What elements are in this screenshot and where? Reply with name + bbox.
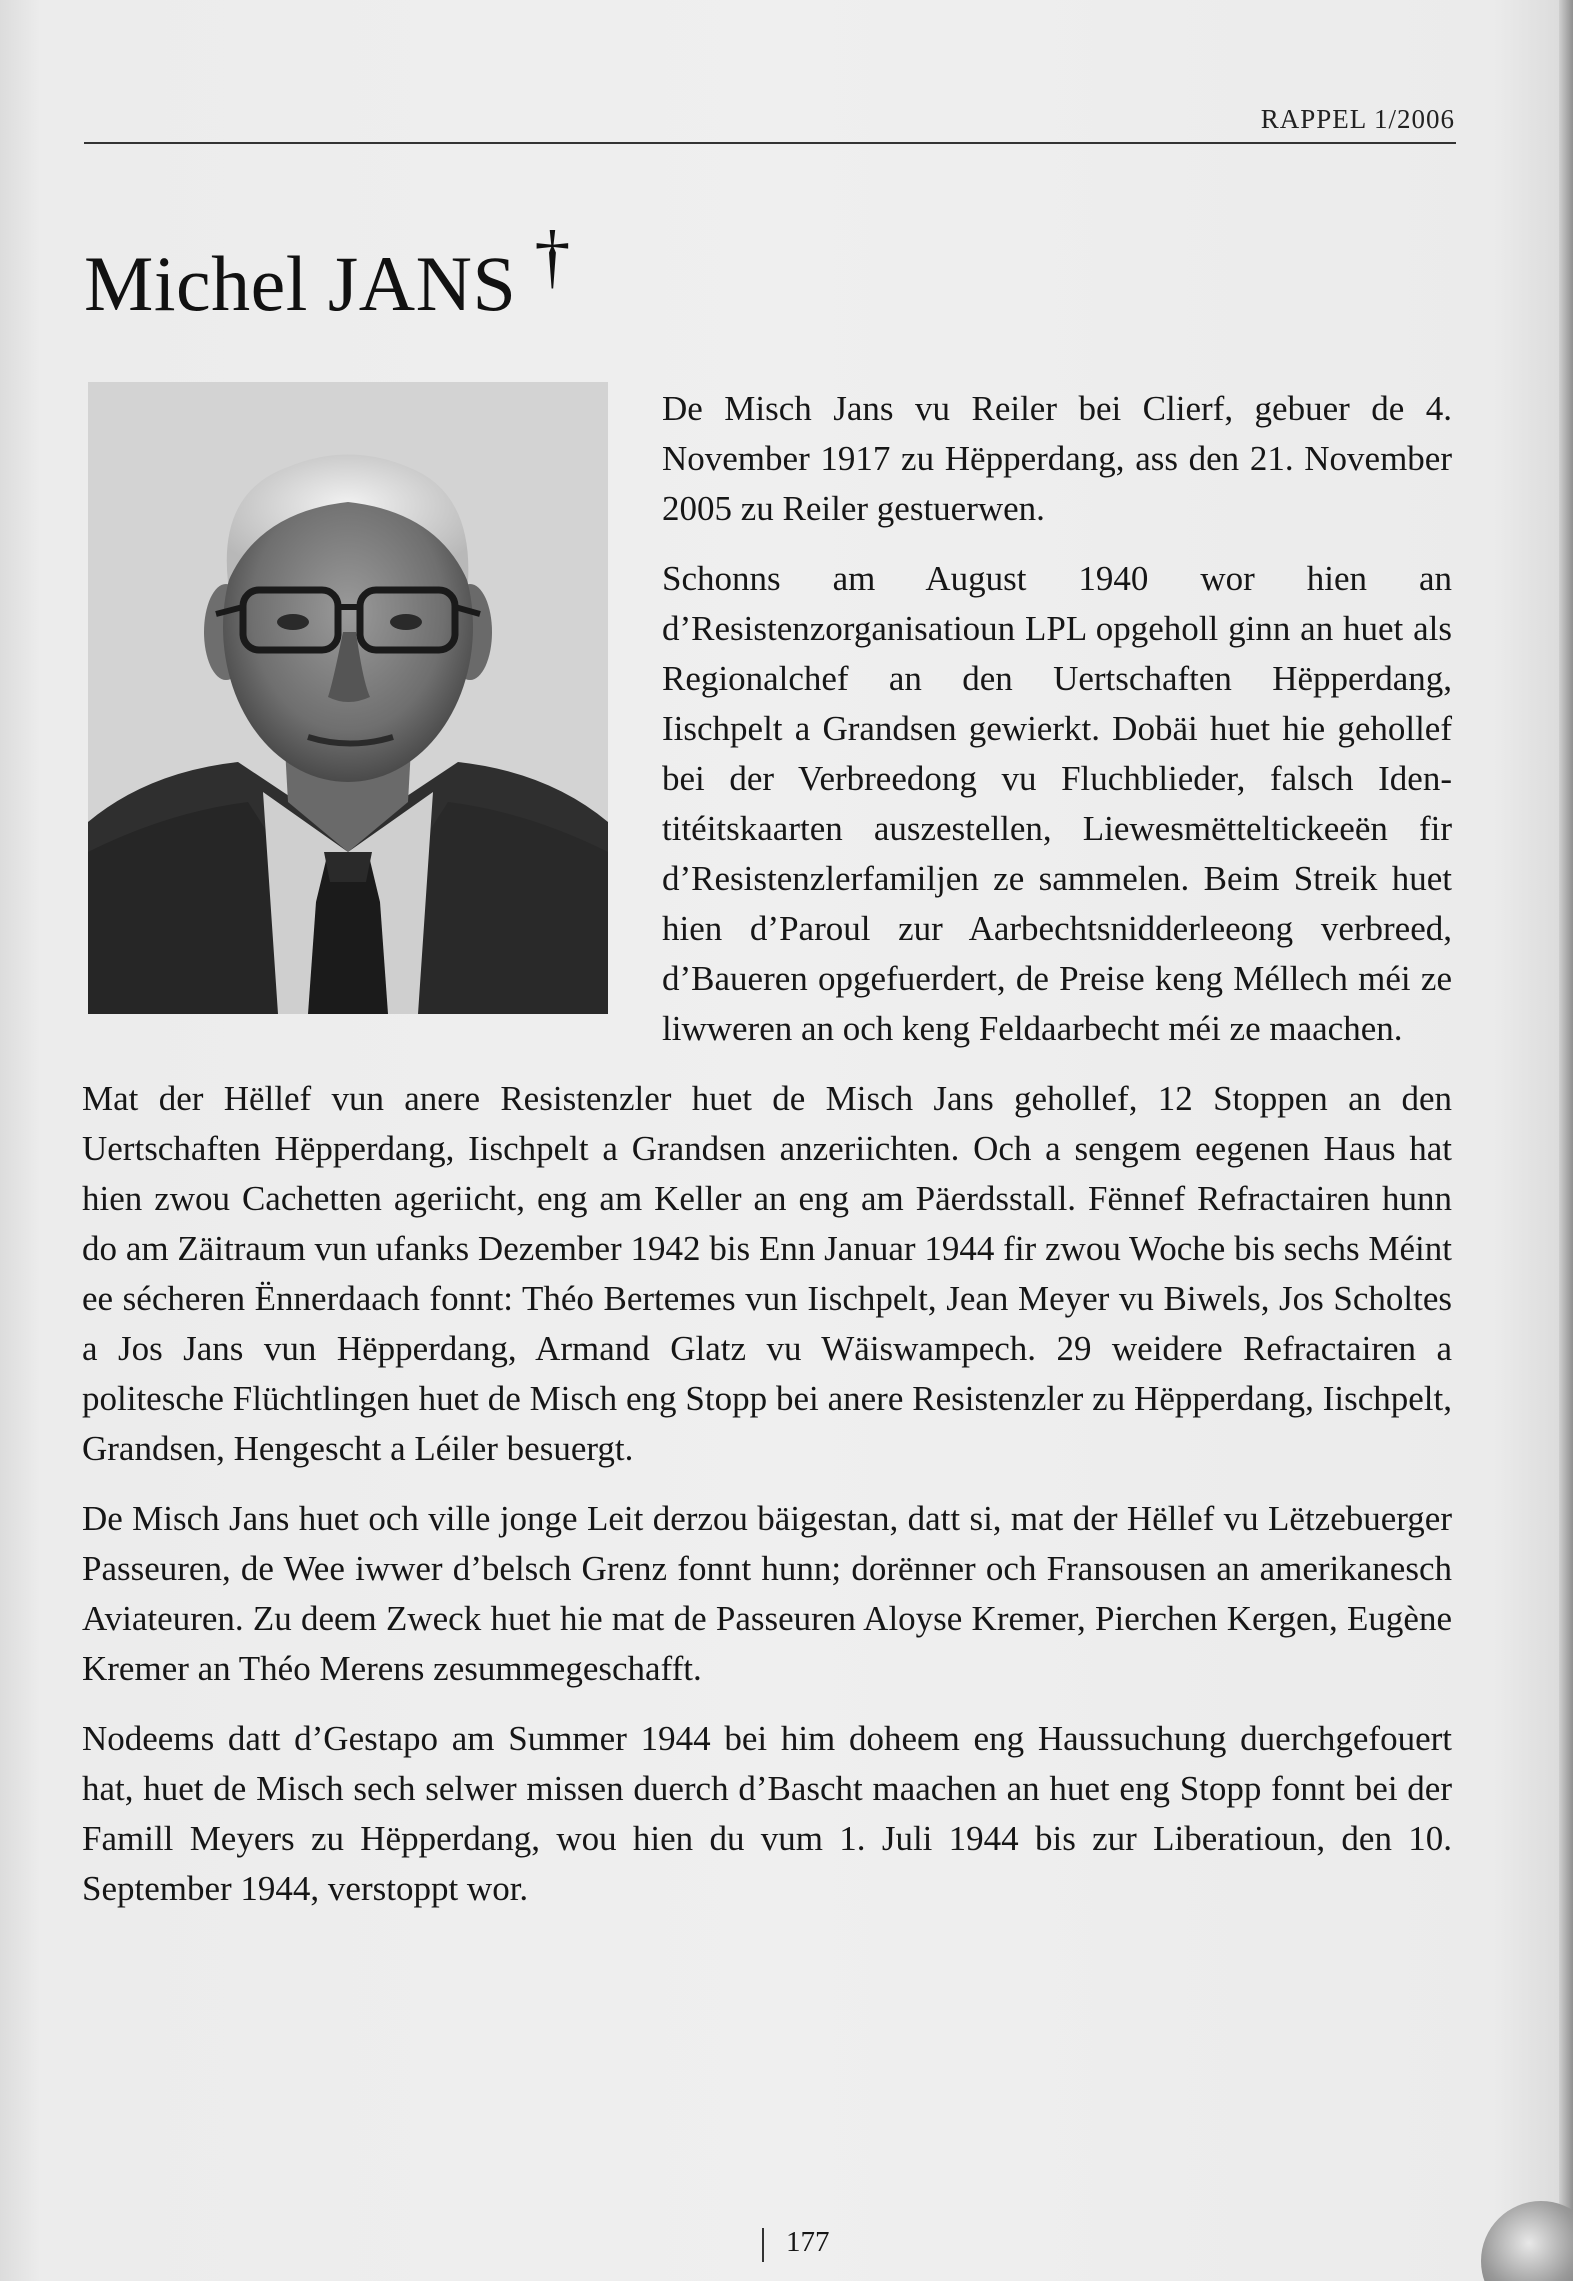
paragraph-3: Mat der Hëllef vun anere Resistenzler huet de Misch Jans gehollef, 12 Stoppen an den Uertschaften Hëpperdang, Iischpelt a Grandsen anzeriichten. Och a sengem eegenen Haus hat hien zwou Cachetten ageriicht, eng am Keller an eng am Päerdsstall. Fënnef Refractairen hunn do am Zäitraum vun ufanks Dezember 1942 bis Enn Januar 1944 fir zwou Woche bis sechs Méint ee sécheren Ënnerdaach fonnt: Théo Bertemes vun Iischpelt, Jean Meyer vu Biwels, Jos Scholtes a Jos Jans vun Hëpperdang, Armand Glatz vu Wäiswampech. 29 weidere Refractairen a politesche Flüchtlingen huet de Misch eng Stopp bei anere Resistenzler zu Hëpperdang, Iischpelt, Grandsen, Hengescht a Léiler besuergt. bbox=[82, 1079, 1452, 1468]
article-title-block bbox=[84, 216, 571, 327]
page-edge-shadow bbox=[1559, 0, 1573, 2281]
article-title: Michel JANS bbox=[84, 240, 517, 327]
paragraph-5: Nodeems datt d’Gestapo am Summer 1944 bei him doheem eng Haussuchung duerchgefouert hat, huet de Misch sech selwer missen duerch d’Bascht maachen an huet eng Stopp fonnt bei der Famill Meyers zu Hëpperdang, wou hien du vum 1. Juli 1944 bis zur Liberatioun, den 10. September 1944, verstoppt wor. bbox=[82, 1719, 1452, 1908]
footer-divider bbox=[762, 2228, 764, 2262]
death-cross-symbol: † bbox=[534, 216, 571, 296]
article-body bbox=[82, 384, 1452, 1934]
photo-space bbox=[82, 384, 662, 1040]
paragraph-4: De Misch Jans huet och ville jonge Leit derzou bäigestan, datt si, mat der Hëllef vu Lëtzebuerger Passeuren, de Wee iwwer d’belsch Grenz fonnt hunn; dorënner och Fransousen an amerikanesch Aviateuren. Zu deem Zweck huet hie mat de Passeuren Aloyse Kremer, Pierchen Kergen, Eugène Kremer an Théo Merens zesummegeschafft. bbox=[82, 1499, 1452, 1688]
journal-header: RAPPEL 1/2006 bbox=[1260, 104, 1455, 134]
paragraph-2: Schonns am August 1940 wor hien an d’Resistenzorganisatioun LPL opgeholl ginn an huet als Regionalchef an den Uertschaften Hëpperdang, Iischpelt a Grandsen gewierkt. Dobäi huet hie gehollef bei der Verbreedong vu Fluchblieder, falsch Identitéitskaarten auszestellen, Liewesmëtteltickeeën fir d’Resistenzlerfamiljen ze sammelen. Beim Streik huet hien d’Paroul zur Aarbechtsnidderleeong verbreed, d’Baueren opgefuerdert, de Preise keng Méllech méi ze liwweren an och keng Feldaarbecht méi ze maachen. bbox=[662, 559, 1452, 1048]
page-corner-decoration bbox=[1481, 2201, 1573, 2281]
paragraph-1: De Misch Jans vu Reiler bei Clierf, gebuer de 4. November 1917 zu Hëpperdang, ass den 21. November 2005 zu Reiler gestuerwen. bbox=[662, 389, 1452, 528]
page-number: 177 bbox=[786, 2226, 830, 2258]
header-rule bbox=[84, 142, 1456, 144]
